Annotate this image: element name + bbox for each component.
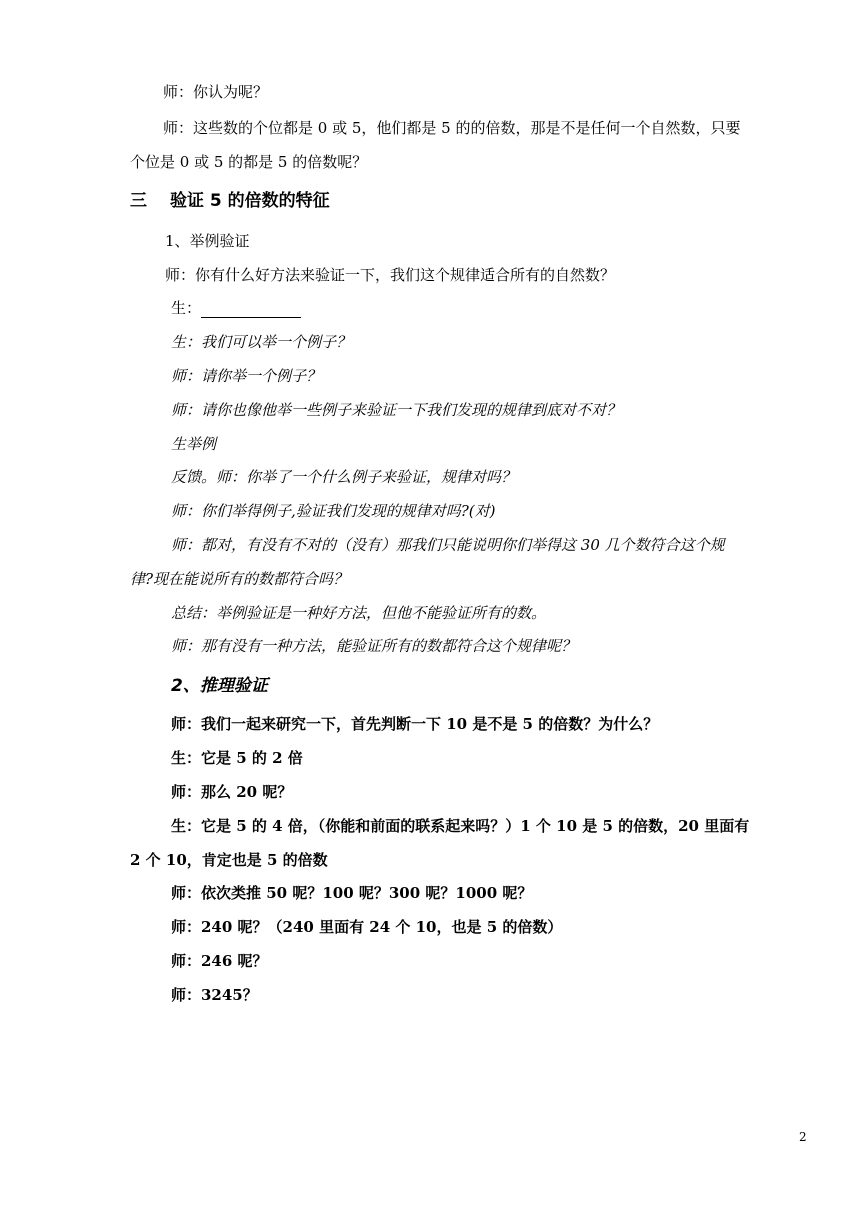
paragraph-line: 师：你认为呢？ bbox=[163, 83, 269, 101]
paragraph-line: 师：你有什么好方法来验证一下，我们这个规律适合所有的自然数？ bbox=[165, 266, 616, 284]
section-heading bbox=[130, 190, 330, 212]
paragraph-line: 师：246 呢？ bbox=[171, 952, 268, 970]
paragraph-line: 师：请你也像他举一些例子来验证一下我们发现的规律到底对不对？ bbox=[171, 401, 622, 419]
paragraph-line bbox=[171, 298, 301, 318]
paragraph-line: 师：240 呢？（240 里面有 24 个 10，也是 5 的倍数） bbox=[171, 918, 563, 936]
paragraph-line: 师：我们一起来研究一下，首先判断一下 10 是不是 5 的倍数？为什么？ bbox=[171, 715, 659, 733]
subsection-heading: 1、举例验证 bbox=[165, 232, 250, 250]
paragraph-line: 反馈。师：你举了一个什么例子来验证，规律对吗？ bbox=[171, 468, 517, 486]
paragraph-line: 师：依次类推 50 呢？100 呢？300 呢？1000 呢？ bbox=[171, 884, 533, 902]
paragraph-line: 生举例 bbox=[171, 435, 217, 453]
paragraph-line: 师：那有没有一种方法，能验证所有的数都符合这个规律呢？ bbox=[171, 637, 577, 655]
answer-blank bbox=[201, 301, 301, 318]
paragraph-line: 总结：举例验证是一种好方法，但他不能验证所有的数。 bbox=[171, 604, 547, 622]
paragraph-line: 师：都对，有没有不对的（没有）那我们只能说明你们举得这 30 几个数符合这个规 bbox=[171, 536, 725, 554]
paragraph-line: 律?现在能说所有的数都符合吗？ bbox=[130, 570, 349, 588]
paragraph-line: 师：请你举一个例子？ bbox=[171, 367, 322, 385]
paragraph-line: 师：这些数的个位都是 0 或 5，他们都是 5 的的倍数，那是不是任何一个自然数，只要 bbox=[163, 119, 741, 137]
paragraph-line: 2 个 10，肯定也是 5 的倍数 bbox=[130, 851, 328, 869]
subsection-heading: 2、推理验证 bbox=[171, 676, 268, 696]
paragraph-line: 个位是 0 或 5 的都是 5 的倍数呢？ bbox=[130, 153, 368, 171]
page-number: 2 bbox=[799, 1130, 807, 1144]
paragraph-line: 师：你们举得例子,验证我们发现的规律对吗?(对) bbox=[171, 502, 496, 520]
section-number: 三 bbox=[130, 191, 147, 211]
paragraph-line: 师：那么 20 呢？ bbox=[171, 783, 293, 801]
paragraph-line: 生：它是 5 的 2 倍 bbox=[171, 749, 303, 767]
section-title: 验证 5 的倍数的特征 bbox=[170, 191, 330, 211]
student-label: 生： bbox=[171, 299, 202, 317]
paragraph-line: 师：3245？ bbox=[171, 986, 258, 1004]
paragraph-line: 生：我们可以举一个例子？ bbox=[171, 333, 352, 351]
paragraph-line: 生：它是 5 的 4 倍，（你能和前面的联系起来吗？）1 个 10 是 5 的倍数，20 里面有 bbox=[171, 817, 750, 835]
